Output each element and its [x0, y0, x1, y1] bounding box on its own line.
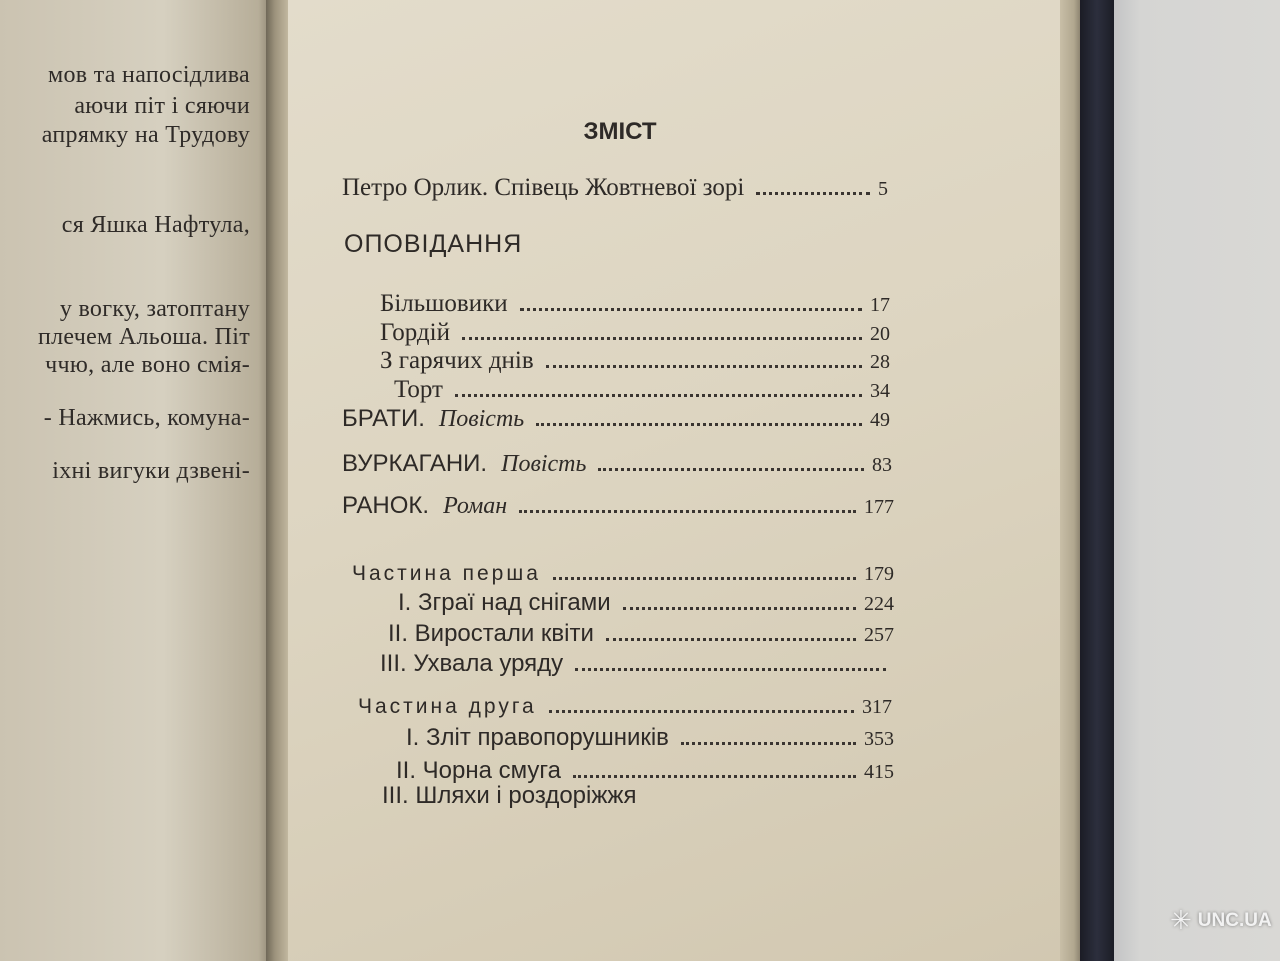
- entry-genre: Повість: [438, 406, 525, 432]
- toc-chapter: [380, 650, 894, 678]
- watermark: [1170, 905, 1272, 936]
- entry-page: 179: [864, 563, 894, 585]
- toc-entry-intro: [342, 174, 888, 202]
- leader-dots: [520, 308, 862, 311]
- left-page-line: ся Яшка Нафтула,: [61, 212, 250, 238]
- leader-dots: [598, 468, 864, 471]
- left-page-line: плечем Альоша. Піт: [37, 324, 250, 350]
- entry-title: З гарячих днів: [380, 347, 534, 374]
- entry-title: II. Виростали квіти: [388, 620, 594, 647]
- entry-page: 20: [870, 323, 890, 345]
- leader-dots: [623, 607, 856, 610]
- entry-page: 5: [878, 178, 888, 200]
- entry-page: 28: [870, 351, 890, 373]
- entry-page: 83: [872, 454, 892, 476]
- toc-chapter: [396, 757, 894, 785]
- entry-page: 353: [864, 728, 894, 750]
- entry-title: II. Чорна смуга: [396, 757, 561, 784]
- entry-page: 257: [864, 624, 894, 646]
- entry-genre: Повість: [501, 451, 587, 477]
- left-page-line: іхні вигуки дзвені-: [52, 458, 250, 484]
- entry-page: 317: [862, 696, 892, 718]
- toc-entry-story: [380, 319, 890, 347]
- entry-title: Більшовики: [380, 290, 508, 317]
- left-page-line: апрямку на Трудову: [41, 122, 250, 148]
- entry-page: 224: [864, 593, 894, 615]
- leader-dots: [573, 775, 856, 778]
- toc-heading: ЗМІСТ: [583, 118, 657, 145]
- entry-title: РАНОК.: [342, 492, 430, 519]
- entry-title: ВУРКАГАНИ.: [342, 450, 488, 477]
- entry-title: III. Шляхи і роздоріжжя: [382, 782, 637, 809]
- entry-title: БРАТИ.: [342, 405, 425, 432]
- leader-dots: [681, 742, 856, 745]
- toc-part-two: [358, 695, 892, 719]
- left-page-line: у вогку, затоптану: [59, 296, 250, 322]
- toc-entry-story: [380, 347, 890, 375]
- snowflake-icon: ✳: [1170, 905, 1192, 935]
- entry-title: Торт: [394, 376, 443, 403]
- left-page-line: - Нажмись, комуна-: [43, 405, 250, 431]
- toc-entry-story: [394, 376, 890, 404]
- entry-title: I. Зграї над снігами: [398, 589, 611, 616]
- entry-title: Гордій: [380, 319, 450, 346]
- leader-dots: [519, 510, 856, 513]
- leader-dots: [536, 423, 862, 426]
- entry-title: I. Зліт правопорушників: [406, 724, 669, 751]
- entry-page: 177: [864, 496, 894, 518]
- left-page-line: мов та напосідлива: [48, 62, 250, 88]
- entry-title: III. Ухвала уряду: [380, 650, 564, 677]
- toc-entry-story: [380, 290, 890, 318]
- leader-dots: [553, 577, 856, 580]
- toc-part-one: [352, 562, 894, 586]
- left-page-line: ччю, але воно смія-: [45, 352, 250, 378]
- leader-dots: [756, 192, 870, 195]
- entry-page: 49: [870, 409, 890, 431]
- part-heading: Частина друга: [358, 695, 537, 718]
- toc-entry-work: [342, 492, 894, 520]
- toc-entry-work: [342, 450, 892, 478]
- leader-dots: [575, 668, 886, 671]
- leader-dots: [549, 710, 854, 713]
- leader-dots: [462, 337, 862, 340]
- entry-page: 17: [870, 294, 890, 316]
- toc-chapter: [388, 620, 894, 648]
- left-page-line: аючи піт і сяючи: [74, 93, 250, 119]
- leader-dots: [606, 638, 856, 641]
- entry-genre: Роман: [443, 493, 508, 519]
- toc-chapter: [398, 589, 894, 617]
- leader-dots: [455, 394, 862, 397]
- entry-page: 415: [864, 761, 894, 783]
- entry-title: Петро Орлик. Співець Жовтневої зорі: [342, 174, 745, 201]
- toc-chapter: [382, 782, 722, 810]
- part-heading: Частина перша: [352, 562, 541, 585]
- stories-heading: ОПОВІДАННЯ: [344, 230, 523, 258]
- toc-entry-work: [342, 405, 890, 433]
- leader-dots: [546, 365, 862, 368]
- toc-chapter: [406, 724, 894, 752]
- watermark-text: UNC.UA: [1197, 909, 1272, 931]
- entry-page: 34: [870, 380, 890, 402]
